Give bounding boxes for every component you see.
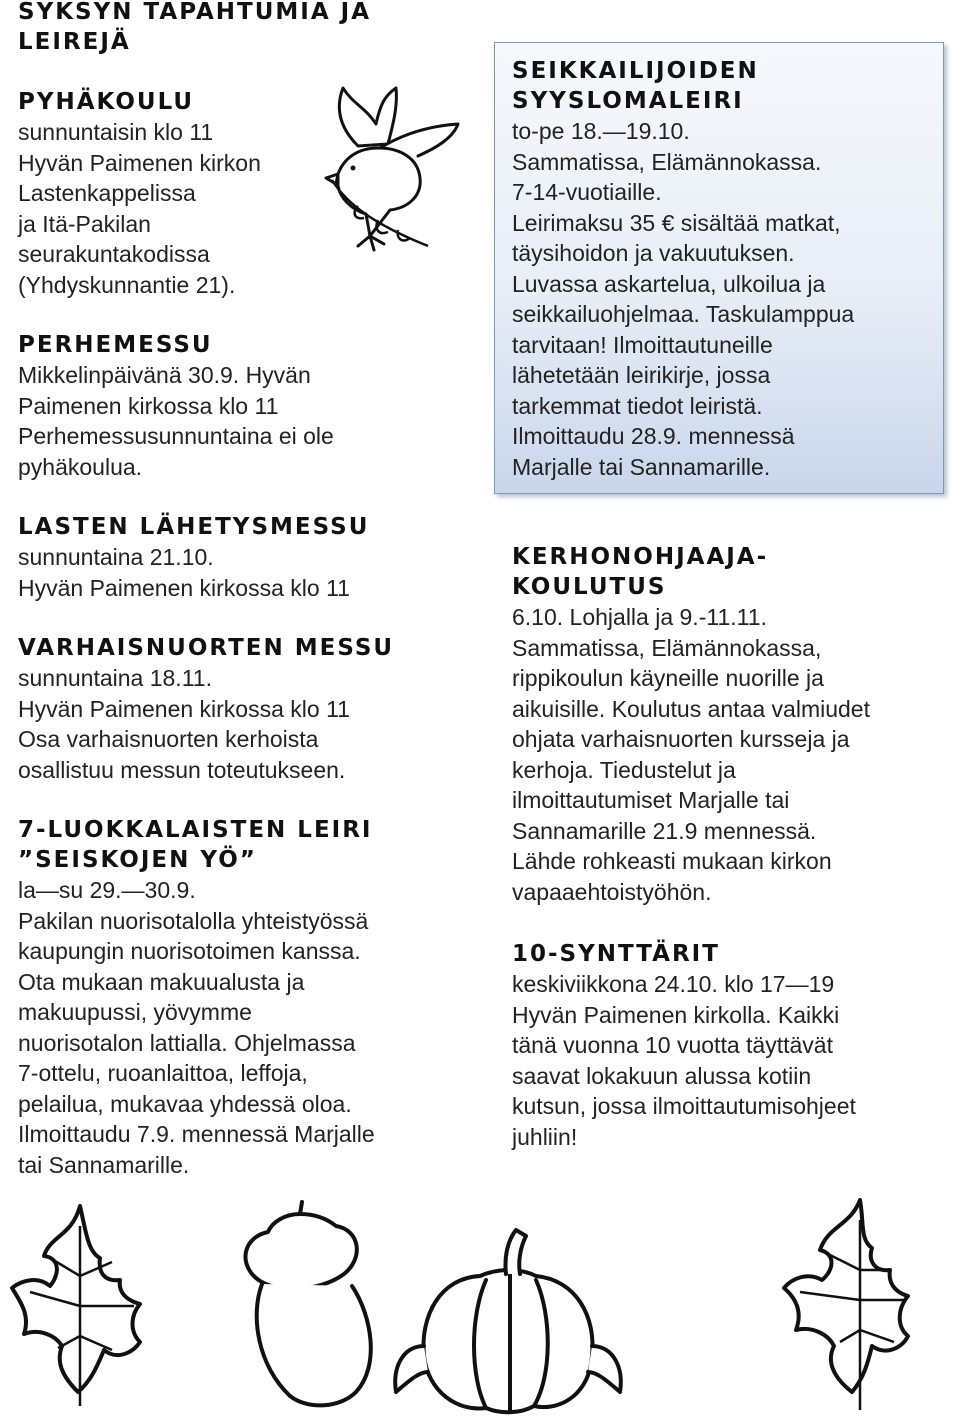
- text-line: seikkailuohjelmaa. Taskulamppua: [512, 301, 855, 327]
- text-line: saavat lokakuun alussa kotiin: [512, 1062, 812, 1089]
- right-column: [512, 0, 952, 1152]
- text-line: 6.10. Lohjalla ja 9.-11.11.: [512, 604, 767, 630]
- text-line: keskiviikkona 24.10. klo 17—19: [512, 971, 835, 997]
- text-line: osallistuu messun toteutukseen.: [18, 756, 346, 783]
- text-line: Sammatissa, Elämännokassa.: [512, 148, 822, 175]
- text-line: la—su 29.—30.9.: [18, 877, 196, 903]
- text-line: Osa varhaisnuorten kerhoista: [18, 726, 319, 752]
- text-line: vapaaehtoistyöhön.: [512, 878, 712, 905]
- text-line: ja Itä-Pakilan: [18, 210, 151, 237]
- text-line: kutsun, jossa ilmoittautumisohjeet: [512, 1093, 856, 1119]
- text-line: sunnuntaina 21.10.: [18, 544, 214, 570]
- main-title-line: LEIREJÄ: [18, 29, 131, 55]
- text-line: Perhemessusunnuntaina ei ole: [18, 423, 334, 449]
- text-line: Hyvän Paimenen kirkolla. Kaikki: [512, 1001, 840, 1028]
- text-line: Pakilan nuorisotalolla yhteistyössä: [18, 907, 369, 934]
- acorn-icon: [245, 1202, 370, 1405]
- section-title: PERHEMESSU: [18, 332, 213, 358]
- text-line: ilmoittautumiset Marjalle tai: [512, 787, 790, 813]
- text-line: pelailua, mukavaa yhdessä oloa.: [18, 1090, 352, 1117]
- text-line: Leirimaksu 35 € sisältää matkat,: [512, 209, 841, 236]
- autumn-decoration: [0, 1196, 960, 1416]
- text-line: Hyvän Paimenen kirkossa klo 11: [18, 695, 350, 722]
- text-line: to-pe 18.—19.10.: [512, 118, 690, 144]
- text-line: Ilmoittaudu 28.9. mennessä: [512, 423, 795, 449]
- text-line: tarkemmat tiedot leiristä.: [512, 392, 763, 419]
- text-line: tarvitaan! Ilmoittautuneille: [512, 331, 773, 358]
- pumpkin-icon: [395, 1230, 621, 1412]
- text-line: Sannamarille 21.9 mennessä.: [512, 817, 817, 844]
- text-line: Lähde rohkeasti mukaan kirkon: [512, 848, 832, 874]
- text-line: ohjata varhaisnuorten kursseja ja: [512, 726, 850, 752]
- section-title: 7-LUOKKALAISTEN LEIRI: [18, 817, 373, 843]
- text-line: aikuisille. Koulutus antaa valmiudet: [512, 695, 870, 722]
- section-title: 10-SYNTTÄRIT: [512, 941, 720, 967]
- text-line: rippikoulun käyneille nuorille ja: [512, 665, 824, 691]
- text-line: sunnuntaisin klo 11: [18, 119, 214, 145]
- text-line: sunnuntaina 18.11.: [18, 665, 212, 691]
- text-line: juhliin!: [512, 1123, 578, 1150]
- text-line: pyhäkoulua.: [18, 453, 143, 480]
- text-line: Ilmoittaudu 7.9. mennessä Marjalle: [18, 1121, 375, 1147]
- text-line: Mikkelinpäivänä 30.9. Hyvän: [18, 362, 311, 388]
- text-line: 7-14-vuotiaille.: [512, 179, 662, 205]
- text-line: (Yhdyskunnantie 21).: [18, 271, 236, 298]
- section-kerhonohjaajakoulutus: [512, 542, 952, 907]
- text-line: Sammatissa, Elämännokassa,: [512, 634, 822, 661]
- section-title: ”SEISKOJEN YÖ”: [18, 847, 257, 873]
- text-line: 7-ottelu, ruoanlaittoa, leffoja,: [18, 1060, 308, 1086]
- main-title: [18, 0, 473, 57]
- section-title: LASTEN LÄHETYSMESSU: [18, 514, 370, 540]
- callout-title: SYYSLOMALEIRI: [512, 88, 744, 114]
- leaf-icon: [784, 1200, 908, 1392]
- section-title: KERHONOHJAAJA-: [512, 544, 769, 570]
- text-line: kerhoja. Tiedustelut ja: [512, 756, 736, 783]
- dove-icon: [318, 86, 468, 256]
- text-line: tai Sannamarille.: [18, 1151, 190, 1178]
- text-line: Luvassa askartelua, ulkoilua ja: [512, 270, 826, 297]
- text-line: täysihoidon ja vakuutuksen.: [512, 240, 795, 266]
- text-line: tänä vuonna 10 vuotta täyttävät: [512, 1032, 833, 1058]
- section-varhaisnuorten-messu: [18, 633, 473, 785]
- callout-content: [512, 56, 952, 482]
- main-title-line: SYKSYN TAPAHTUMIA JA: [18, 0, 371, 25]
- section-title: PYHÄKOULU: [18, 89, 195, 115]
- section-seiskojen-yo: [18, 815, 473, 1180]
- leaf-icon: [12, 1206, 140, 1392]
- section-10-synttarit: [512, 939, 952, 1152]
- text-line: Marjalle tai Sannamarille.: [512, 453, 771, 480]
- section-perhemessu: [18, 330, 473, 482]
- section-title: KOULUTUS: [512, 574, 667, 600]
- text-line: Hyvän Paimenen kirkon: [18, 149, 261, 176]
- section-title: VARHAISNUORTEN MESSU: [18, 635, 395, 661]
- callout-title: SEIKKAILIJOIDEN: [512, 58, 759, 84]
- text-line: lähetetään leirikirje, jossa: [512, 362, 771, 388]
- text-line: seurakuntakodissa: [18, 241, 210, 267]
- section-lasten-lahetysmessu: [18, 512, 473, 603]
- text-line: Ota mukaan makuualusta ja: [18, 968, 305, 995]
- text-line: makuupussi, yövymme: [18, 999, 252, 1025]
- text-line: nuorisotalon lattialla. Ohjelmassa: [18, 1029, 356, 1056]
- text-line: Paimenen kirkossa klo 11: [18, 392, 279, 419]
- text-line: Hyvän Paimenen kirkossa klo 11: [18, 574, 350, 601]
- text-line: Lastenkappelissa: [18, 180, 196, 206]
- text-line: kaupungin nuorisotoimen kanssa.: [18, 938, 361, 964]
